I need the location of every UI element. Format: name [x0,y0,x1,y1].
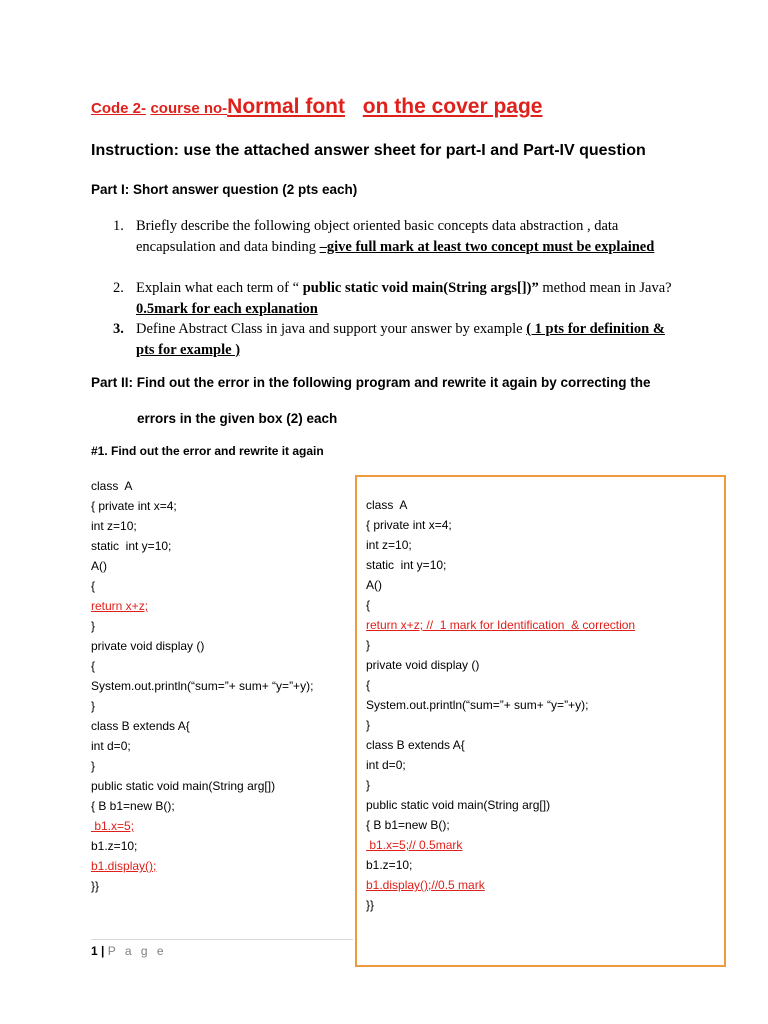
code-line: private void display () [91,639,205,653]
code-line: private void display () [366,658,480,672]
code-line: int d=0; [91,739,131,753]
code-line: } [91,759,96,773]
page-footer [91,944,167,958]
code-line: { B b1=new B(); [91,799,175,813]
code-line: System.out.println(“sum=”+ sum+ “y=”+y); [366,698,589,712]
code-line: } [366,718,371,732]
header-normal-font: Normal font [227,95,345,118]
question-text: Briefly describe the following object oriented basic concepts data abstraction , data encapsulation and data binding –give full mark at least two concept must be explained [136,218,655,255]
code-line: b1.display(); [91,859,157,873]
code-line: class B extends A{ [91,719,190,733]
code-line: static int y=10; [366,558,447,572]
question-number: 1. [113,218,124,234]
code-line: { [91,659,96,673]
header-line [91,95,542,119]
header-cover-page: on the cover page [362,95,543,118]
code-line: { private int x=4; [366,518,452,532]
part2-heading: Part II: Find out the error in the following program and rewrite it again by correcting the [91,375,651,390]
header-code: Code 2- [91,100,147,117]
page-number: 1 [91,944,98,958]
code-line: b1.x=5; [91,819,135,833]
footer-rule [91,939,353,940]
code-line: int d=0; [366,758,406,772]
question-text: Explain what each term of “ public static void main(String args[])” method mean in Java? 0.5mark for each explanation [136,280,672,317]
question-term: public static void main(String args[])” [302,280,539,296]
code-line: { [91,579,96,593]
code-line: b1.display();//0.5 mark [366,878,485,892]
exercise-1-title: #1. Find out the error and rewrite it again [91,444,324,458]
page-label: P a g e [107,944,167,958]
code-line: { private int x=4; [91,499,177,513]
code-line: { B b1=new B(); [366,818,450,832]
code-line: { [366,678,371,692]
code-line: int z=10; [91,519,137,533]
code-line: class A [366,498,408,512]
question-mark-note: ( 1 pts for definition & pts for example ) [136,321,665,358]
code-line: { [366,598,371,612]
code-line: static int y=10; [91,539,172,553]
code-line: public static void main(String arg[]) [91,779,276,793]
code-line: } [91,699,96,713]
code-line: A() [91,559,107,573]
part1-heading: Part I: Short answer question (2 pts each) [91,182,358,197]
footer-separator: | [101,944,105,958]
question-text: Define Abstract Class in java and support your answer by example ( 1 pts for definition & pts for example ) [136,321,665,358]
question-number: 3. [113,321,124,337]
code-line: A() [366,578,382,592]
code-line: }} [366,898,375,912]
code-line: } [366,778,371,792]
code-line: class A [91,479,133,493]
question-mark-note: 0.5mark for each explanation [136,300,318,317]
code-line: }} [91,879,100,893]
code-line: b1.x=5;// 0.5mark [366,838,463,852]
question-mark-note: –give full mark at least two concept must be explained [319,238,655,255]
code-line: } [366,638,371,652]
code-line: class B extends A{ [366,738,465,752]
code-line: int z=10; [366,538,412,552]
code-line: return x+z; // 1 mark for Identification & correction [366,618,636,632]
code-line: return x+z; [91,599,149,613]
code-listing-original [91,476,313,896]
code-line: b1.z=10; [366,858,413,872]
code-line: b1.z=10; [91,839,138,853]
code-line: } [91,619,96,633]
part2-subheading: errors in the given box (2) each [137,411,338,426]
code-line: System.out.println(“sum=”+ sum+ “y=”+y); [91,679,314,693]
instruction-heading: Instruction: use the attached answer sheet for part-I and Part-IV question [91,142,646,159]
header-course: course no- [150,100,228,117]
code-listing-corrected [366,495,635,915]
code-line: public static void main(String arg[]) [366,798,551,812]
question-number: 2. [113,280,124,296]
